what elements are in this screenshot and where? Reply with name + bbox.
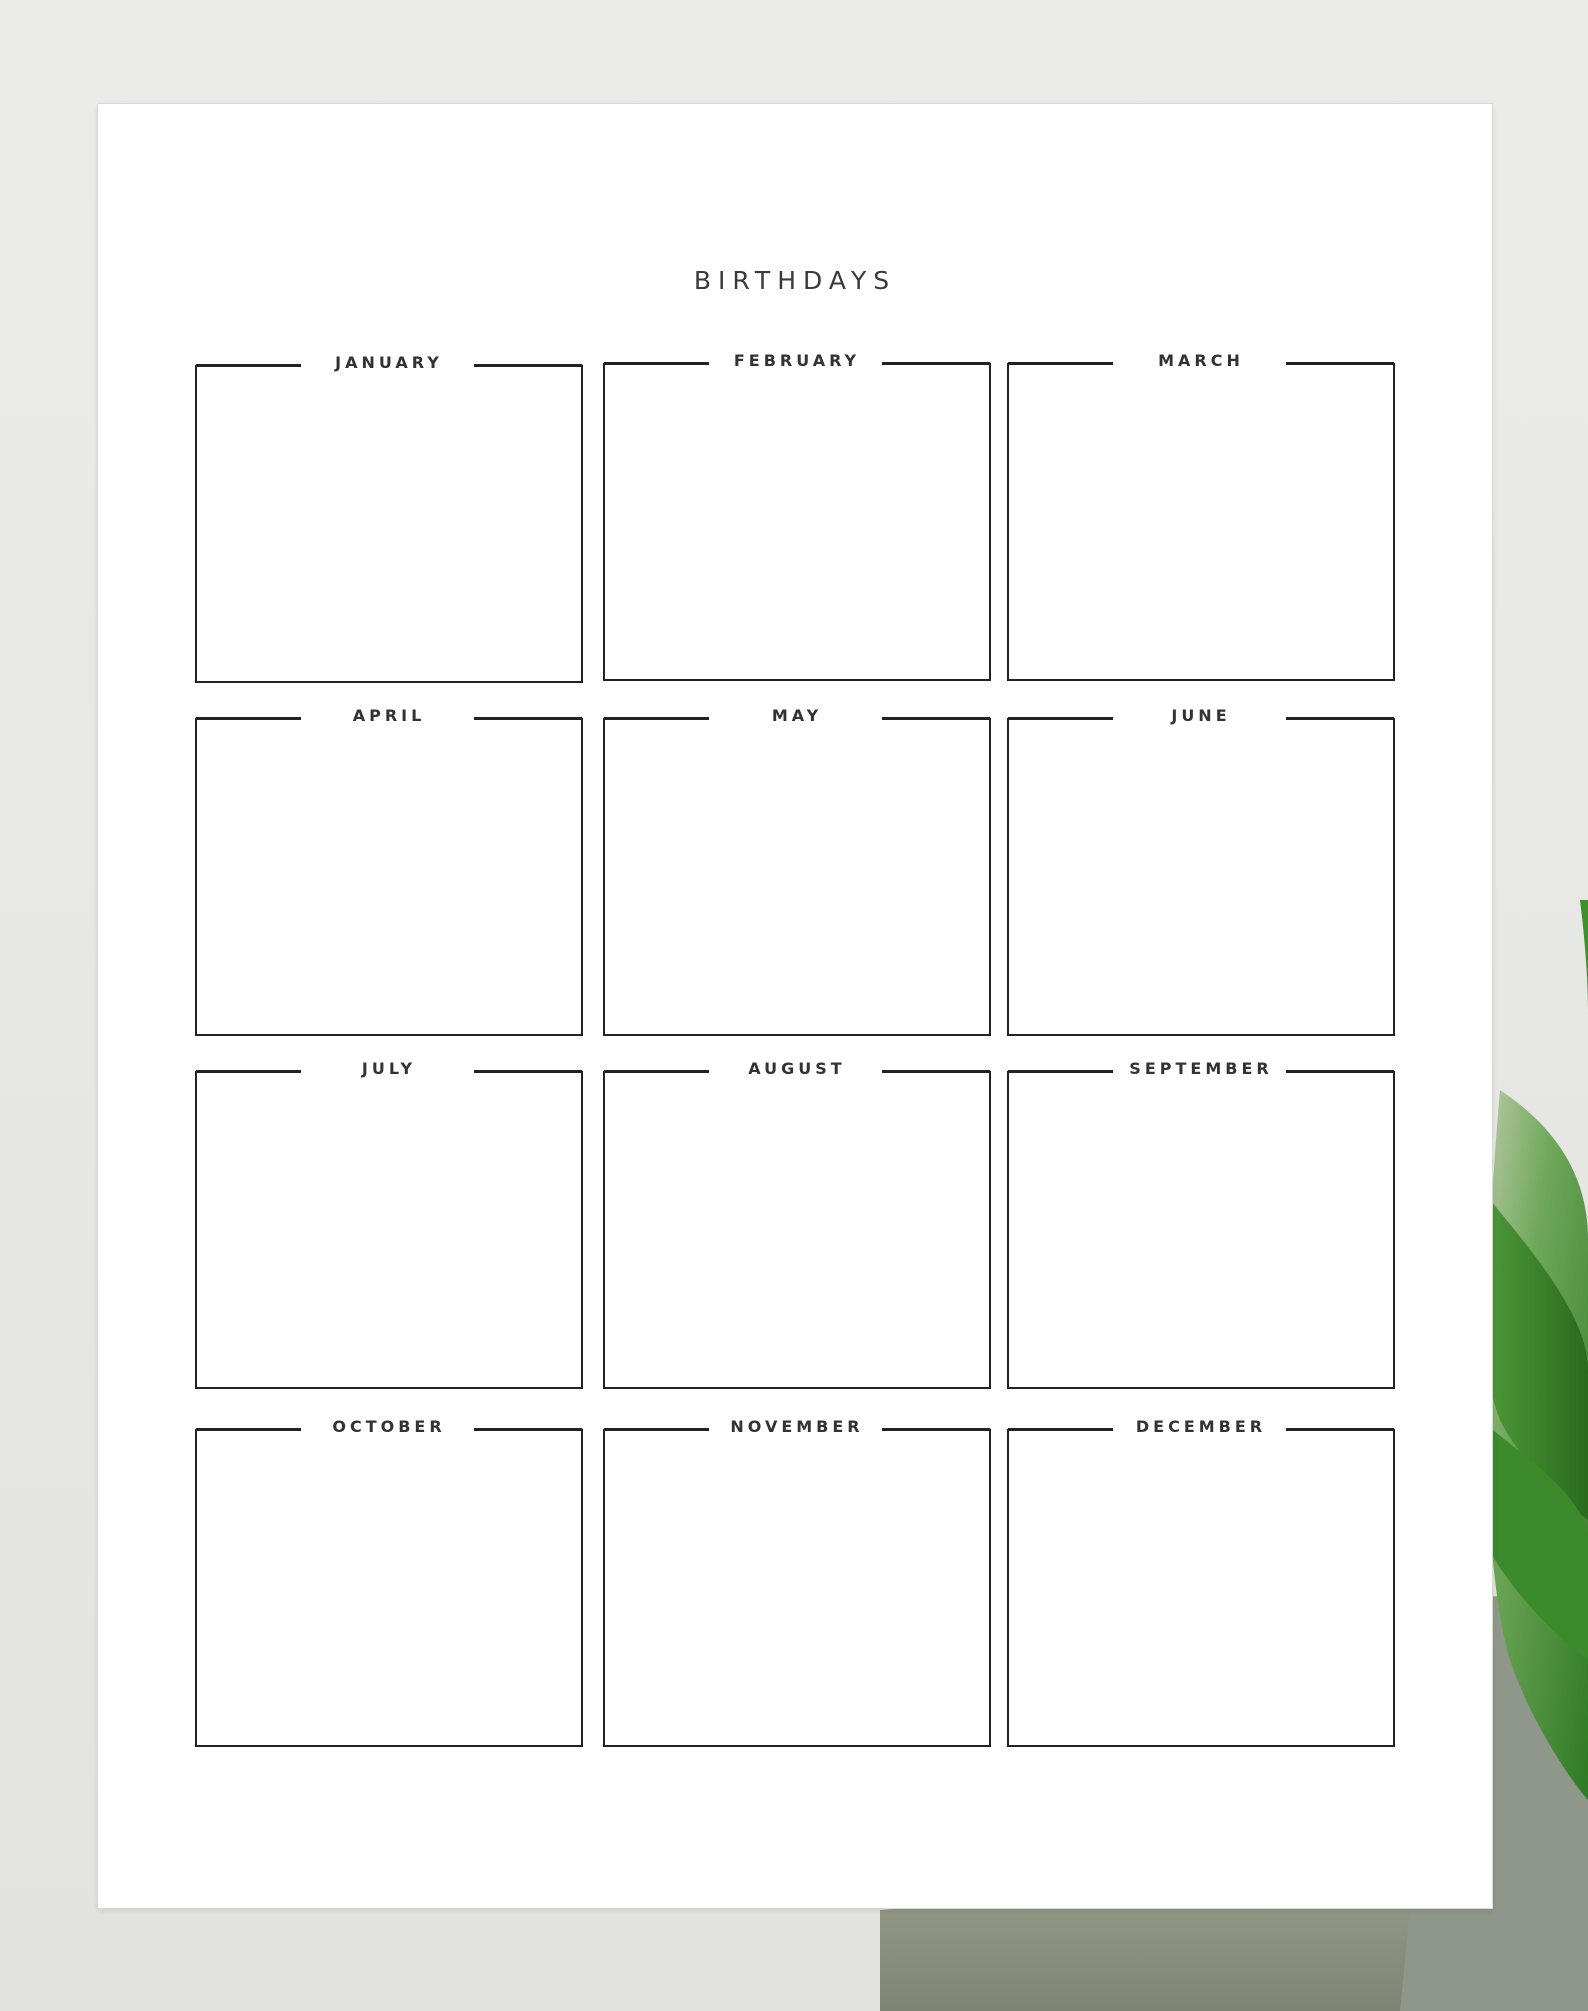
month-box-april [195, 706, 583, 1036]
month-box-july [195, 1059, 583, 1389]
months-grid [98, 104, 1492, 1908]
month-label: JUNE [1171, 706, 1231, 725]
month-box-august [603, 1059, 991, 1389]
month-label: MAY [771, 706, 823, 725]
month-label: OCTOBER [332, 1417, 446, 1436]
month-label: SEPTEMBER [1129, 1059, 1273, 1078]
month-label: APRIL [352, 706, 426, 725]
month-box-december [1007, 1417, 1395, 1747]
month-box-february [603, 351, 991, 681]
month-box-june [1007, 706, 1395, 1036]
month-label: JULY [361, 1059, 417, 1078]
month-label: MARCH [1158, 351, 1244, 370]
month-box-september [1007, 1059, 1395, 1389]
month-label: DECEMBER [1135, 1417, 1267, 1436]
month-box-may [603, 706, 991, 1036]
month-box-january [195, 353, 583, 683]
month-label: AUGUST [748, 1059, 846, 1078]
month-box-november [603, 1417, 991, 1747]
month-label: JANUARY [335, 353, 443, 372]
month-box-october [195, 1417, 583, 1747]
birthday-planner-page [98, 104, 1492, 1908]
month-label: FEBRUARY [733, 351, 861, 370]
page-title: BIRTHDAYS [693, 266, 897, 295]
month-label: NOVEMBER [730, 1417, 864, 1436]
month-box-march [1007, 351, 1395, 681]
